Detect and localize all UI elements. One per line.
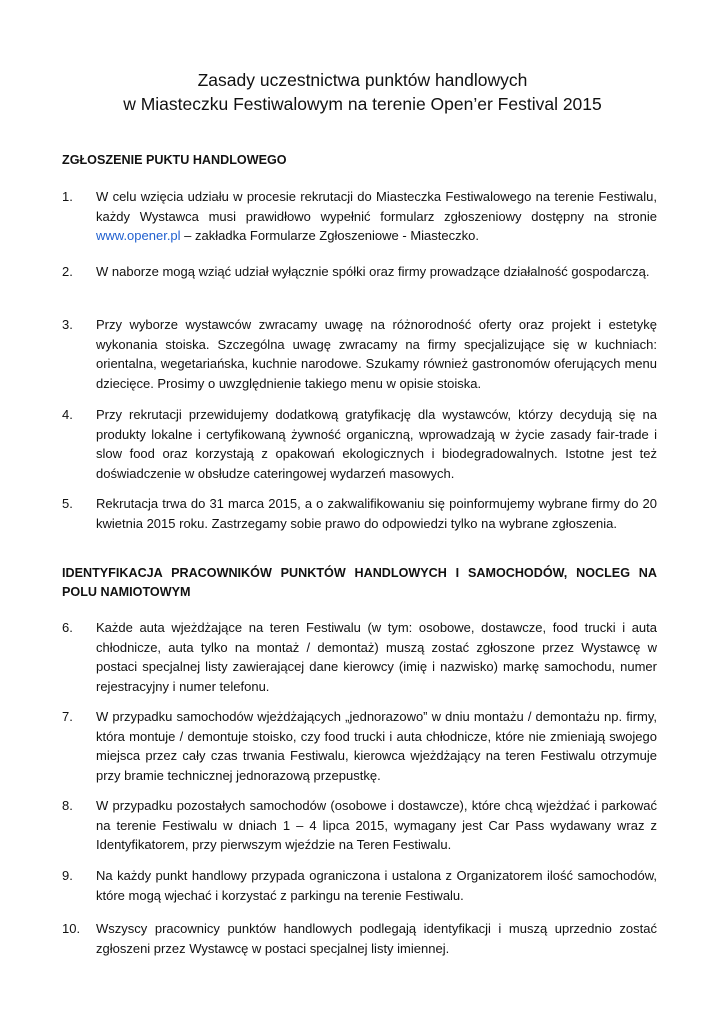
item-number: 4. [62,407,73,422]
section-heading-registration: ZGŁOSZENIE PUKTU HANDLOWEGO [62,153,287,167]
title-line-1: Zasady uczestnictwa punktów handlowych [197,70,528,90]
item-number: 10. [62,921,81,936]
document-title [0,68,725,116]
item-number: 5. [62,496,73,511]
item-number: 2. [62,264,73,279]
item-number: 6. [62,620,73,635]
item-number: 1. [62,189,73,204]
item-text: Wszyscy pracownicy punktów handlowych podlegają identyfikacji i muszą uprzednio zostać zgłoszeni przez Wystawcę w postaci specjalnej listy imiennej. [96,921,657,956]
item-text: Każde auta wjeżdżające na teren Festiwalu (w tym: osobowe, dostawcze, food trucki i auta chłodnicze, auta tylko na montaż / demontaż) muszą zostać zgłoszone przez Wystawcę w postaci specjalnej listy zawierającej dane kierowcy (imię i nazwisko) markę samochodu, numer rejestracyjny i numer telefonu. [96,620,657,694]
item-text: W przypadku samochodów wjeżdżających „jednorazowo” w dniu montażu / demontażu np. firmy, która montuje / demontuje stoisko, czy food trucki i auta chłodnicze, które nie zmieniają swojego miejsca przez cały czas trwania Festiwalu, kierowca wjeżdżający na teren Festiwalu otrzymuje przy bramie technicznej jednorazową przepustkę. [96,709,657,783]
item-number: 9. [62,868,73,883]
item-text [96,187,657,246]
item-text: W naborze mogą wziąć udział wyłącznie spółki oraz firmy prowadzące działalność gospodarczą. [96,264,650,279]
item-text: Przy rekrutacji przewidujemy dodatkową gratyfikację dla wystawców, którzy decydują się na produkty lokalne i certyfikowaną żywność organiczną, wprowadzają w życie zasady fair-trade i slow food oraz korzystają z opakowań ekologicznych i biodegradowalnych. Istotne jest też doświadczenie w obsłudze cateringowej wydarzeń masowych. [96,407,657,481]
item-text: Rekrutacja trwa do 31 marca 2015, a o zakwalifikowaniu się poinformujemy wybrane firmy do 20 kwietnia 2015 roku. Zastrzegamy sobie prawo do odpowiedzi tylko na wybrane zgłoszenia. [96,496,657,531]
item-number: 8. [62,798,73,813]
item-text-part: – zakładka Formularze Zgłoszeniowe - Miasteczko. [180,228,479,243]
item-text-part: W celu wzięcia udziału w procesie rekrutacji do Miasteczka Festiwalowego na terenie Festiwalu, każdy Wystawca musi prawidłowo wypełnić formularz zgłoszeniowy dostępny na stronie [96,189,657,224]
item-text: W przypadku pozostałych samochodów (osobowe i dostawcze), które chcą wjeżdżać i parkować na terenie Festiwalu w dniach 1 – 4 lipca 2015, wymagany jest Car Pass wydawany wraz z Identyfikatorem, przy pierwszym wjeździe na Teren Festiwalu. [96,798,657,852]
item-number: 7. [62,709,73,724]
item-text: Na każdy punkt handlowy przypada ograniczona i ustalona z Organizatorem ilość samochodów, które mogą wjechać i korzystać z parkingu na terenie Festiwalu. [96,868,657,903]
item-text: Przy wyborze wystawców zwracamy uwagę na różnorodność oferty oraz projekt i estetykę wykonania stoiska. Szczególna uwagę zwracamy na firmy specjalizujące się w kuchniach: orientalna, wegetariańska, kuchnie narodowe. Szukamy również gastronomów oferujących menu dziecięce. Prosimy o uwzględnienie takiego menu w opisie stoiska. [96,317,657,391]
title-line-2: w Miasteczku Festiwalowym na terenie Open’er Festival 2015 [123,94,602,114]
section-heading-identification: IDENTYFIKACJA PRACOWNIKÓW PUNKTÓW HANDLOWYCH I SAMOCHODÓW, NOCLEG NA POLU NAMIOTOWYM [62,566,657,599]
opener-website-link[interactable]: www.opener.pl [96,228,181,243]
item-number: 3. [62,317,73,332]
